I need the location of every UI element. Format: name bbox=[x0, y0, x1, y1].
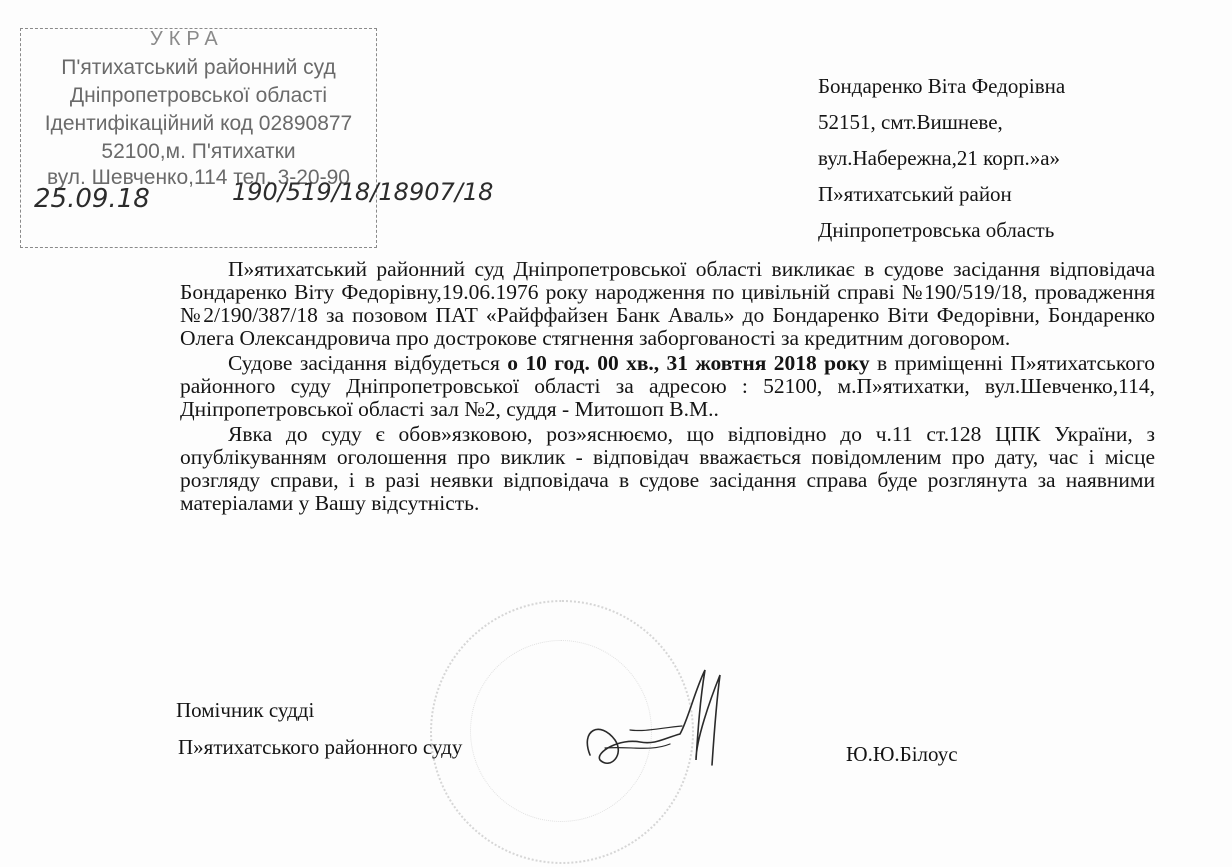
stamp-court-name: П'ятихатський районний суд bbox=[61, 56, 336, 79]
stamp-top-fragment: УКРА bbox=[150, 28, 224, 50]
handwritten-case-number: 190/519/18/18907/18 bbox=[232, 178, 494, 206]
handwritten-date: 25.09.18 bbox=[34, 184, 150, 214]
signer-position: Помічник судді bbox=[176, 698, 315, 722]
hearing-datetime: о 10 год. 00 хв., 31 жовтня 2018 року bbox=[507, 351, 870, 375]
stamp-region: Дніпропетровської області bbox=[69, 84, 328, 107]
signer-court: П»ятихатського районного суду bbox=[178, 735, 463, 759]
addressee-region: Дніпропетровська область bbox=[818, 218, 1055, 242]
addressee-block bbox=[818, 68, 1218, 248]
stamp-id-code: Ідентифікаційний код 02890877 bbox=[44, 112, 353, 135]
hearing-location: в приміщенні П»ятихатського районного суду Дніпропетровської області за адресою : 52100, м.П»ятихатки, вул.Шевченко,114, Дніпропетровської області зал №2, суддя - Митошоп В.М.. bbox=[180, 351, 1155, 421]
hearing-intro: Судове засідання відбудеться bbox=[228, 351, 508, 375]
addressee-postal: 52151, смт.Вишневе, bbox=[818, 110, 1003, 134]
stamp-city: 52100,м. П'ятихатки bbox=[101, 140, 296, 163]
summons-body bbox=[180, 258, 1155, 515]
addressee-name: Бондаренко Віта Федорівна bbox=[818, 74, 1066, 98]
stamp-street: вул. Шевченко,114 тел. 3-20-90 bbox=[47, 166, 350, 189]
summons-paragraph-2 bbox=[180, 352, 1155, 421]
addressee-district: П»ятихатський район bbox=[818, 182, 1012, 206]
handwritten-signature bbox=[570, 660, 750, 790]
summons-paragraph-1: П»ятихатський районний суд Дніпропетровської області викликає в судове засідання відповідача Бондаренко Віту Федорівну,19.06.1976 року народження по цивільній справі №190/519/18, провадження №2/190/387/18 за позовом ПАТ «Райффайзен Банк Аваль» до Бондаренко Віти Федорівни, Бондаренко Олега Олександровича про дострокове стягнення заборгованості за кредитним договором. bbox=[180, 257, 1155, 350]
signer-name: Ю.Ю.Білоус bbox=[846, 742, 958, 766]
summons-paragraph-3: Явка до суду є обов»язковою, роз»яснюємо, що відповідно до ч.11 ст.128 ЦПК України, з опублікуванням оголошення про виклик - відповідач вважається повідомленим про дату, час і місце розгляду справи, і в разі неявки відповідача в судове засідання справа буде розглянута за наявними матеріалами у Вашу відсутність. bbox=[180, 422, 1155, 515]
addressee-street: вул.Набережна,21 корп.»а» bbox=[818, 146, 1061, 170]
